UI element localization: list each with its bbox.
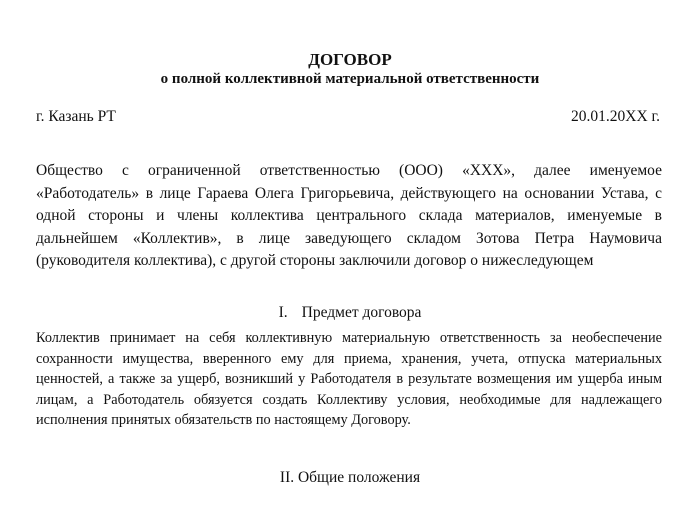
section-heading-1 bbox=[0, 303, 700, 323]
section-heading-2: II. Общие положения bbox=[279, 469, 421, 486]
intro-paragraph: Общество с ограниченной ответственностью (ООО) «ХХХ», далее именуемое «Работодатель» в лице Гараева Олега Григорьевича, действующего на основании Устава, с одной стороны и члены коллектива центрального склада материалов, именуемые в дальнейшем «Коллектив», в лице заведующего складом Зотова Петра Наумовича (руководителя коллектива), с другой стороны заключили договор о нижеследующем bbox=[36, 162, 662, 269]
document-subtitle: о полной коллективной материальной ответственности bbox=[160, 71, 540, 87]
section-number: I. bbox=[278, 304, 288, 321]
section-1-paragraph: Коллектив принимает на себя коллективную материальную ответственность за необеспечение сохранности имущества, вверенного ему для приема, хранения, учета, отпуска материальных ценностей, а также за ущерб, возникший у Работодателя в результате возмещения им ущерба иным лицам, а Работодатель обязуется создать Коллективу условия, необходимые для надлежащего исполнения принятых обязательств по настоящему Договору. bbox=[36, 330, 662, 428]
document-title: ДОГОВОР bbox=[308, 50, 392, 69]
document-place: г. Казань РТ bbox=[36, 108, 116, 125]
document-date: 20.01.20ХХ г. bbox=[571, 108, 660, 125]
section-title: Предмет договора bbox=[301, 304, 422, 321]
